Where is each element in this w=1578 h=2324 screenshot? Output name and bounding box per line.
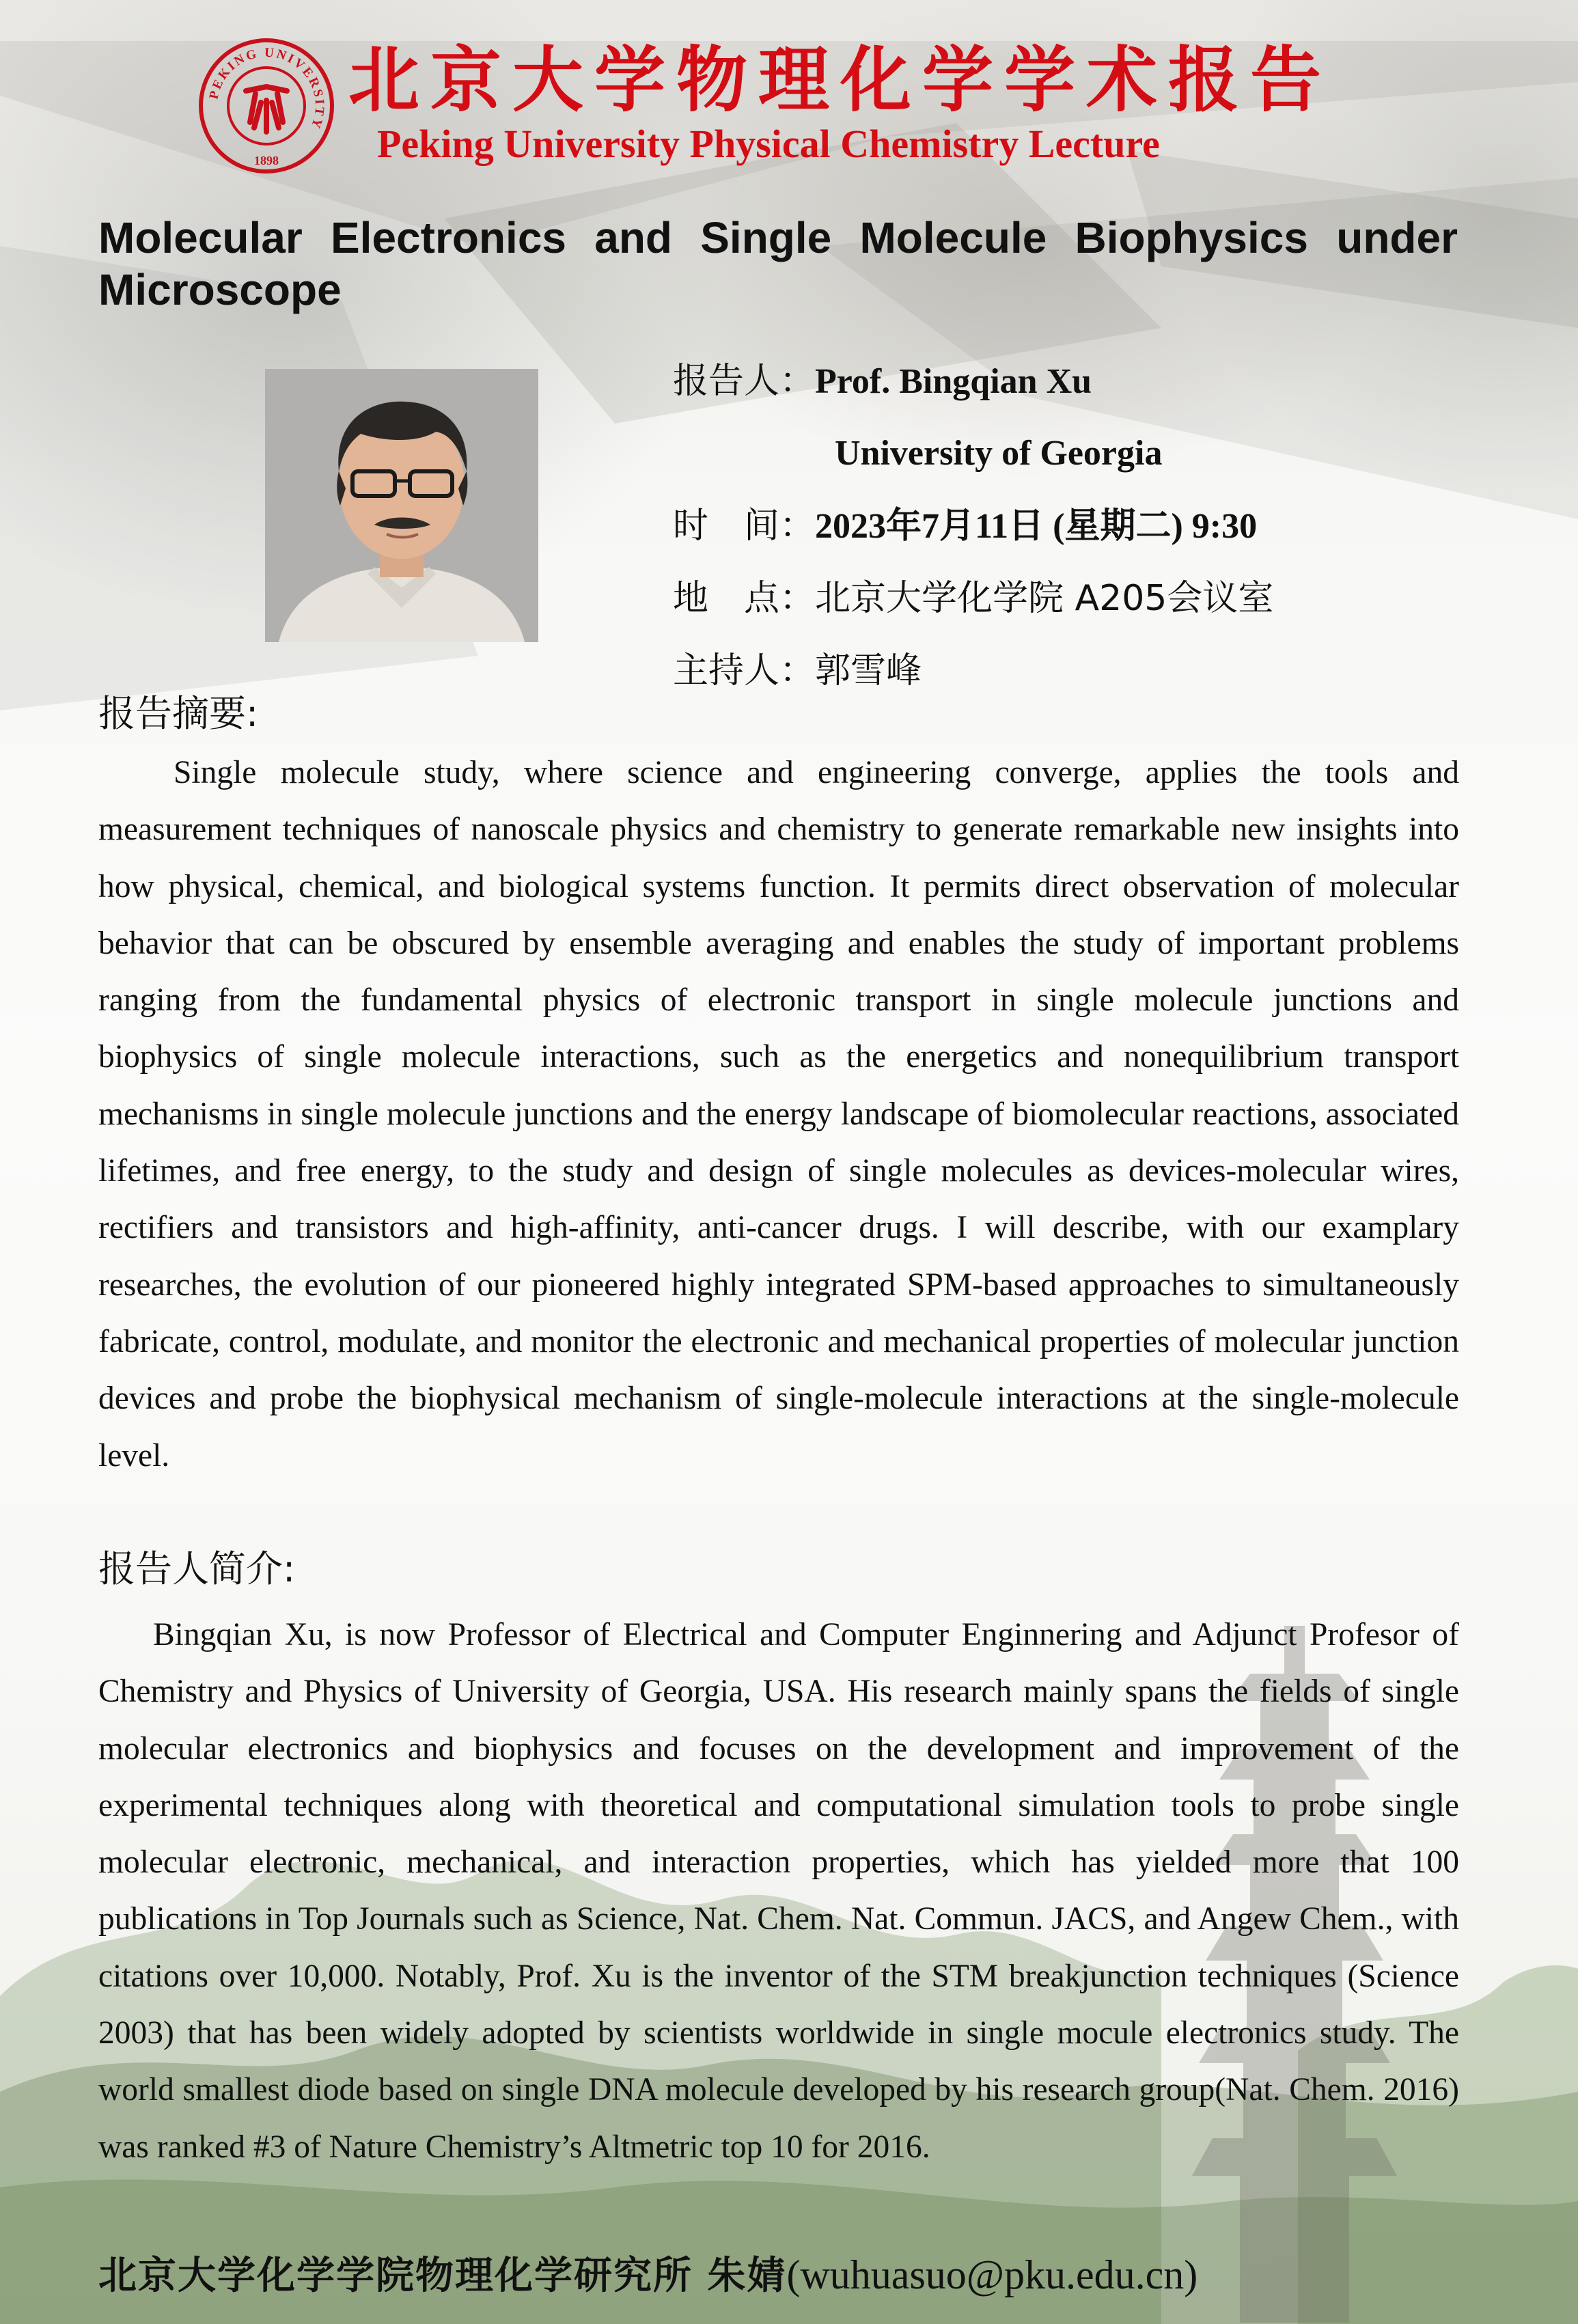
peking-university-logo-icon [198, 38, 335, 174]
time-row [673, 490, 1493, 562]
footer-email[interactable]: (wuhuasuo@pku.edu.cn) [786, 2252, 1198, 2297]
bio-text: Bingqian Xu, is now Professor of Electrical and Computer Enginnering and Adjunct Profesor of Chemistry and Physics of University of Georgia, USA. His research mainly spans the fields of single molecular electronics and biophysics and focuses on the development and improvement of the experimental techniques along with theoretical and computational simulation tools to probe single molecular electronic, mechanical, and interaction properties, which has yielded more that 100 publications in Top Journals such as Science, Nat. Chem. Nat. Commun. JACS, and Angew Chem., with citations over 10,000. Notably, Prof. Xu is the inventor of the STM breakjunction techniques (Science 2003) that has been widely adopted by scientists worldwide in single mocule electronics study. The world smallest diode based on single DNA molecule developed by his research group(Nat. Chem. 2016) was ranked #3 of Nature Chemistry’s Altmetric top 10 for 2016. [98, 1617, 1459, 2165]
time-value: 2023年7月11日 (星期二) 9:30 [815, 507, 1258, 546]
footer [98, 2247, 1533, 2304]
poster-title-english: Peking University Physical Chemistry Lecture [377, 122, 1160, 166]
place-row [673, 562, 1493, 635]
place-label: 地 点： [673, 578, 816, 619]
host-row [673, 635, 1493, 707]
speaker-row [673, 345, 1493, 417]
footer-organization: 北京大学化学学院物理化学研究所 朱婧 [98, 2254, 787, 2298]
talk-title: Molecular Electronics and Single Molecule Biophysics under Microscope [98, 213, 1458, 314]
talk-info [673, 345, 1493, 707]
affiliation-row [673, 417, 1493, 490]
abstract-heading: 报告摘要: [98, 692, 259, 735]
host-label: 主持人： [673, 650, 816, 691]
logo-year: 1898 [254, 154, 279, 167]
bio-heading: 报告人简介: [98, 1547, 296, 1590]
place-value: 北京大学化学院 A205会议室 [815, 578, 1274, 619]
speaker-name: Prof. Bingqian Xu [815, 362, 1092, 401]
host-value: 郭雪峰 [815, 650, 922, 691]
time-label: 时 间： [673, 506, 816, 547]
abstract-text: Single molecule study, where science and engineering converge, applies the tools and measurement techniques of nanoscale physics and chemistry to generate remarkable new insights into how physical, chemical, and biological systems function. It permits direct observation of molecular behavior that can be obscured by ensemble averaging and enables the study of important problems ranging from the fundamental physics of electronic transport in single molecule junctions and biophysics of single molecule interactions, such as the energetics and nonequilibrium transport mechanisms in single molecule junctions and the energy landscape of biomolecular reactions, associated lifetimes, and free energy, to the study and design of single molecules as devices-molecular wires, rectifiers and transistors and high-affinity, anti-cancer drugs. I will describe, with our examplary researches, the evolution of our pioneered highly integrated SPM-based approaches to simultaneously fabricate, control, modulate, and monitor the electronic and mechanical properties of molecular junction devices and probe the biophysical mechanism of single-molecule interactions at the single-molecule level. [98, 755, 1459, 1474]
speaker-label: 报告人： [673, 361, 816, 402]
speaker-affiliation: University of Georgia [835, 434, 1163, 473]
logo-ring-text: PEKING UNIVERSITY [206, 45, 327, 132]
speaker-portrait-icon [265, 369, 538, 642]
poster-title-chinese: 北京大学物理化学学术报告 [348, 38, 1333, 122]
